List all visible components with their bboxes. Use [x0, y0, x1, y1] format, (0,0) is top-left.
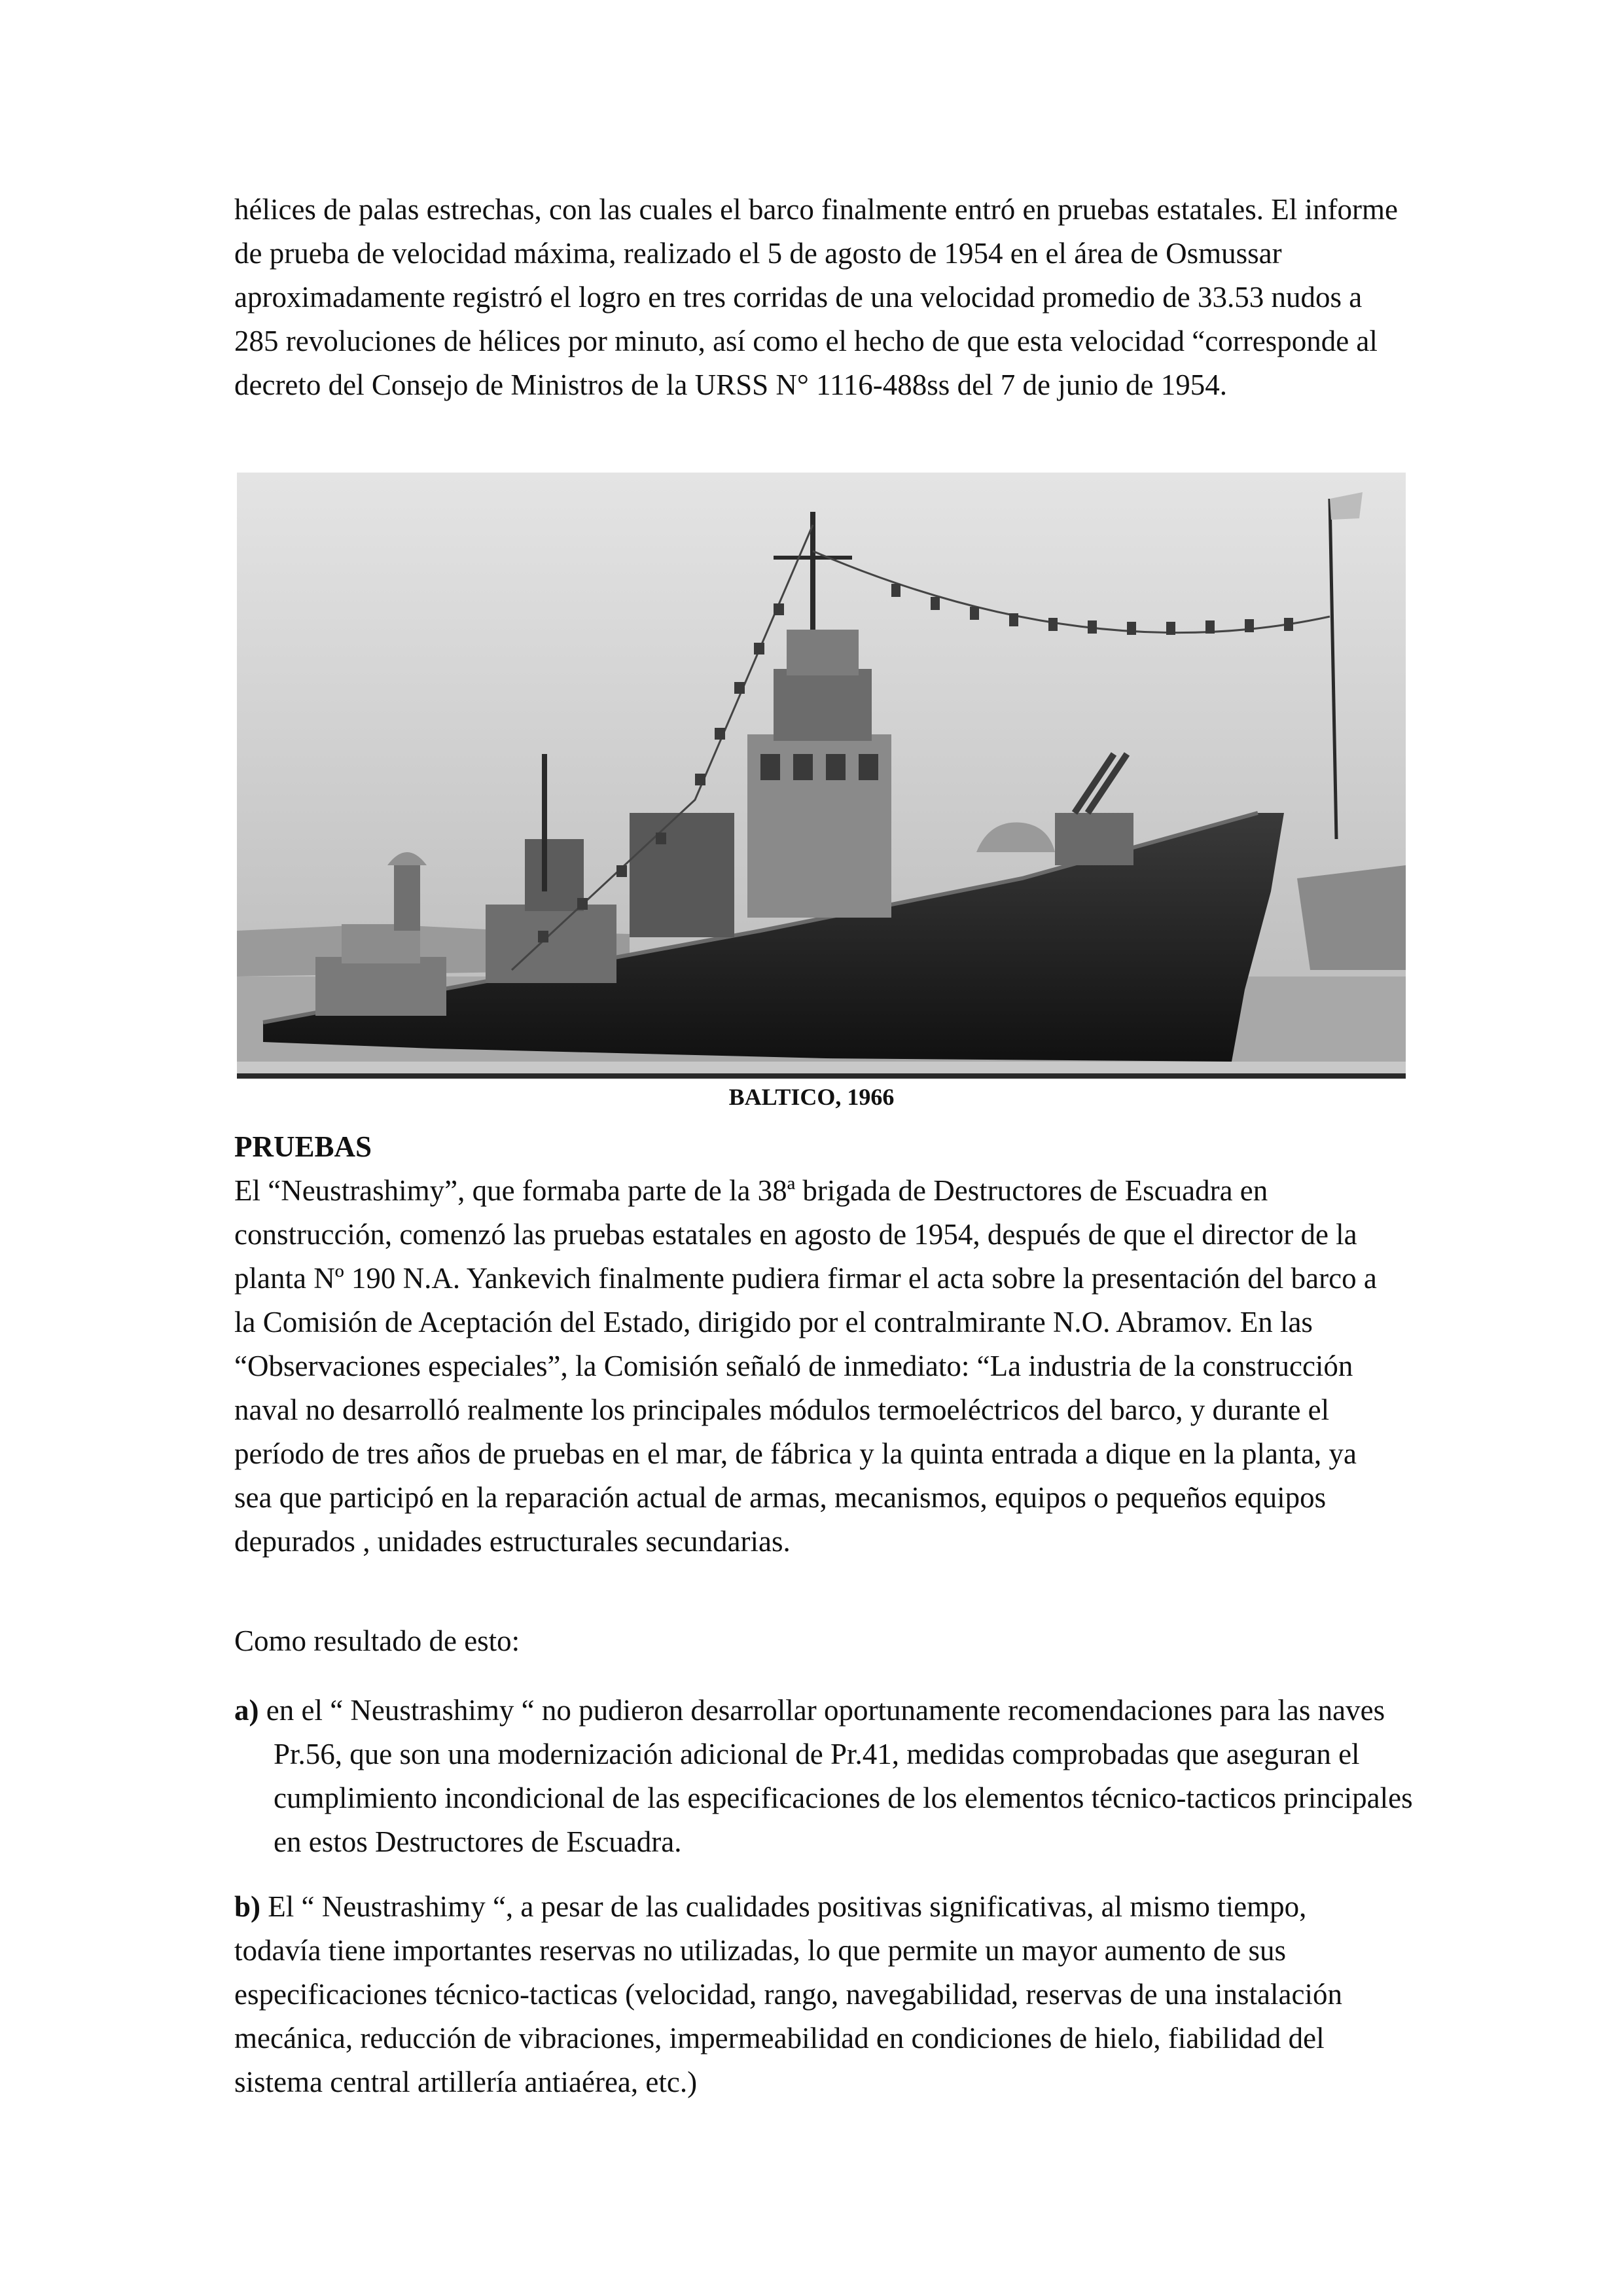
list-item-a: [234, 1689, 1438, 1864]
list-marker-b: b): [234, 1890, 261, 1923]
list-text-a: en el “ Neustrashimy “ no pudieron desarrollar oportunamente recomendaciones para las naves Pr.56, que son una modernización adicional de Pr.41, medidas comprobadas que aseguran el cumplimiento incondicional de las especificaciones de los elementos técnico-tacticos principales en estos Destructores de Escuadra.: [259, 1694, 1413, 1858]
pruebas-paragraph: El “Neustrashimy”, que formaba parte de la 38ª brigada de Destructores de Escuadra en construcción, comenzó las pruebas estatales en agosto de 1954, después de que el director de la planta Nº 190 N.A. Yankevich finalmente pudiera firmar el acta sobre la presentación del barco a la Comisión de Aceptación del Estado, dirigido por el contralmirante N.O. Abramov. En las “Observaciones especiales”, la Comisión señaló de inmediato: “La industria de la construcción naval no desarrolló realmente los principales módulos termoeléctricos del barco, y durante el período de tres años de pruebas en el mar, de fábrica y la quinta entrada a dique en la planta, ya sea que participó en la reparación actual de armas, mecanismos, equipos o pequeños equipos depurados , unidades estructurales secundarias.: [234, 1174, 1377, 1558]
list-text-b: El “ Neustrashimy “, a pesar de las cualidades positivas significativas, al mismo tiempo, todavía tiene importantes reservas no utilizadas, lo que permite un mayor aumento de sus especificaciones técnico-tacticas (velocidad, rango, navegabilidad, reservas de una instalación mecánica, reducción de vibraciones, impermeabilidad en condiciones de hielo, fiabilidad del sistema central artillería antiaérea, etc.): [234, 1890, 1342, 2098]
intro-paragraph: hélices de palas estrechas, con las cuales el barco finalmente entró en pruebas estatales. El informe de prueba de velocidad máxima, realizado el 5 de agosto de 1954 en el área de Osmussar aproximadamente registró el logro en tres corridas de una velocidad promedio de 33.53 nudos a 285 revoluciones de hélices por minuto, así como el hecho de que esta velocidad “corresponde al decreto del Consejo de Ministros de la URSS N° 1116-488ss del 7 de junio de 1954.: [234, 193, 1398, 401]
destroyer-photo: [237, 473, 1406, 1079]
list-marker-a: a): [234, 1694, 259, 1727]
figure-caption: BALTICO, 1966: [728, 1084, 895, 1110]
resultado-paragraph: Como resultado de esto:: [234, 1624, 520, 1657]
section-heading: PRUEBAS: [234, 1130, 372, 1163]
list-item-b: [234, 1885, 1399, 2104]
